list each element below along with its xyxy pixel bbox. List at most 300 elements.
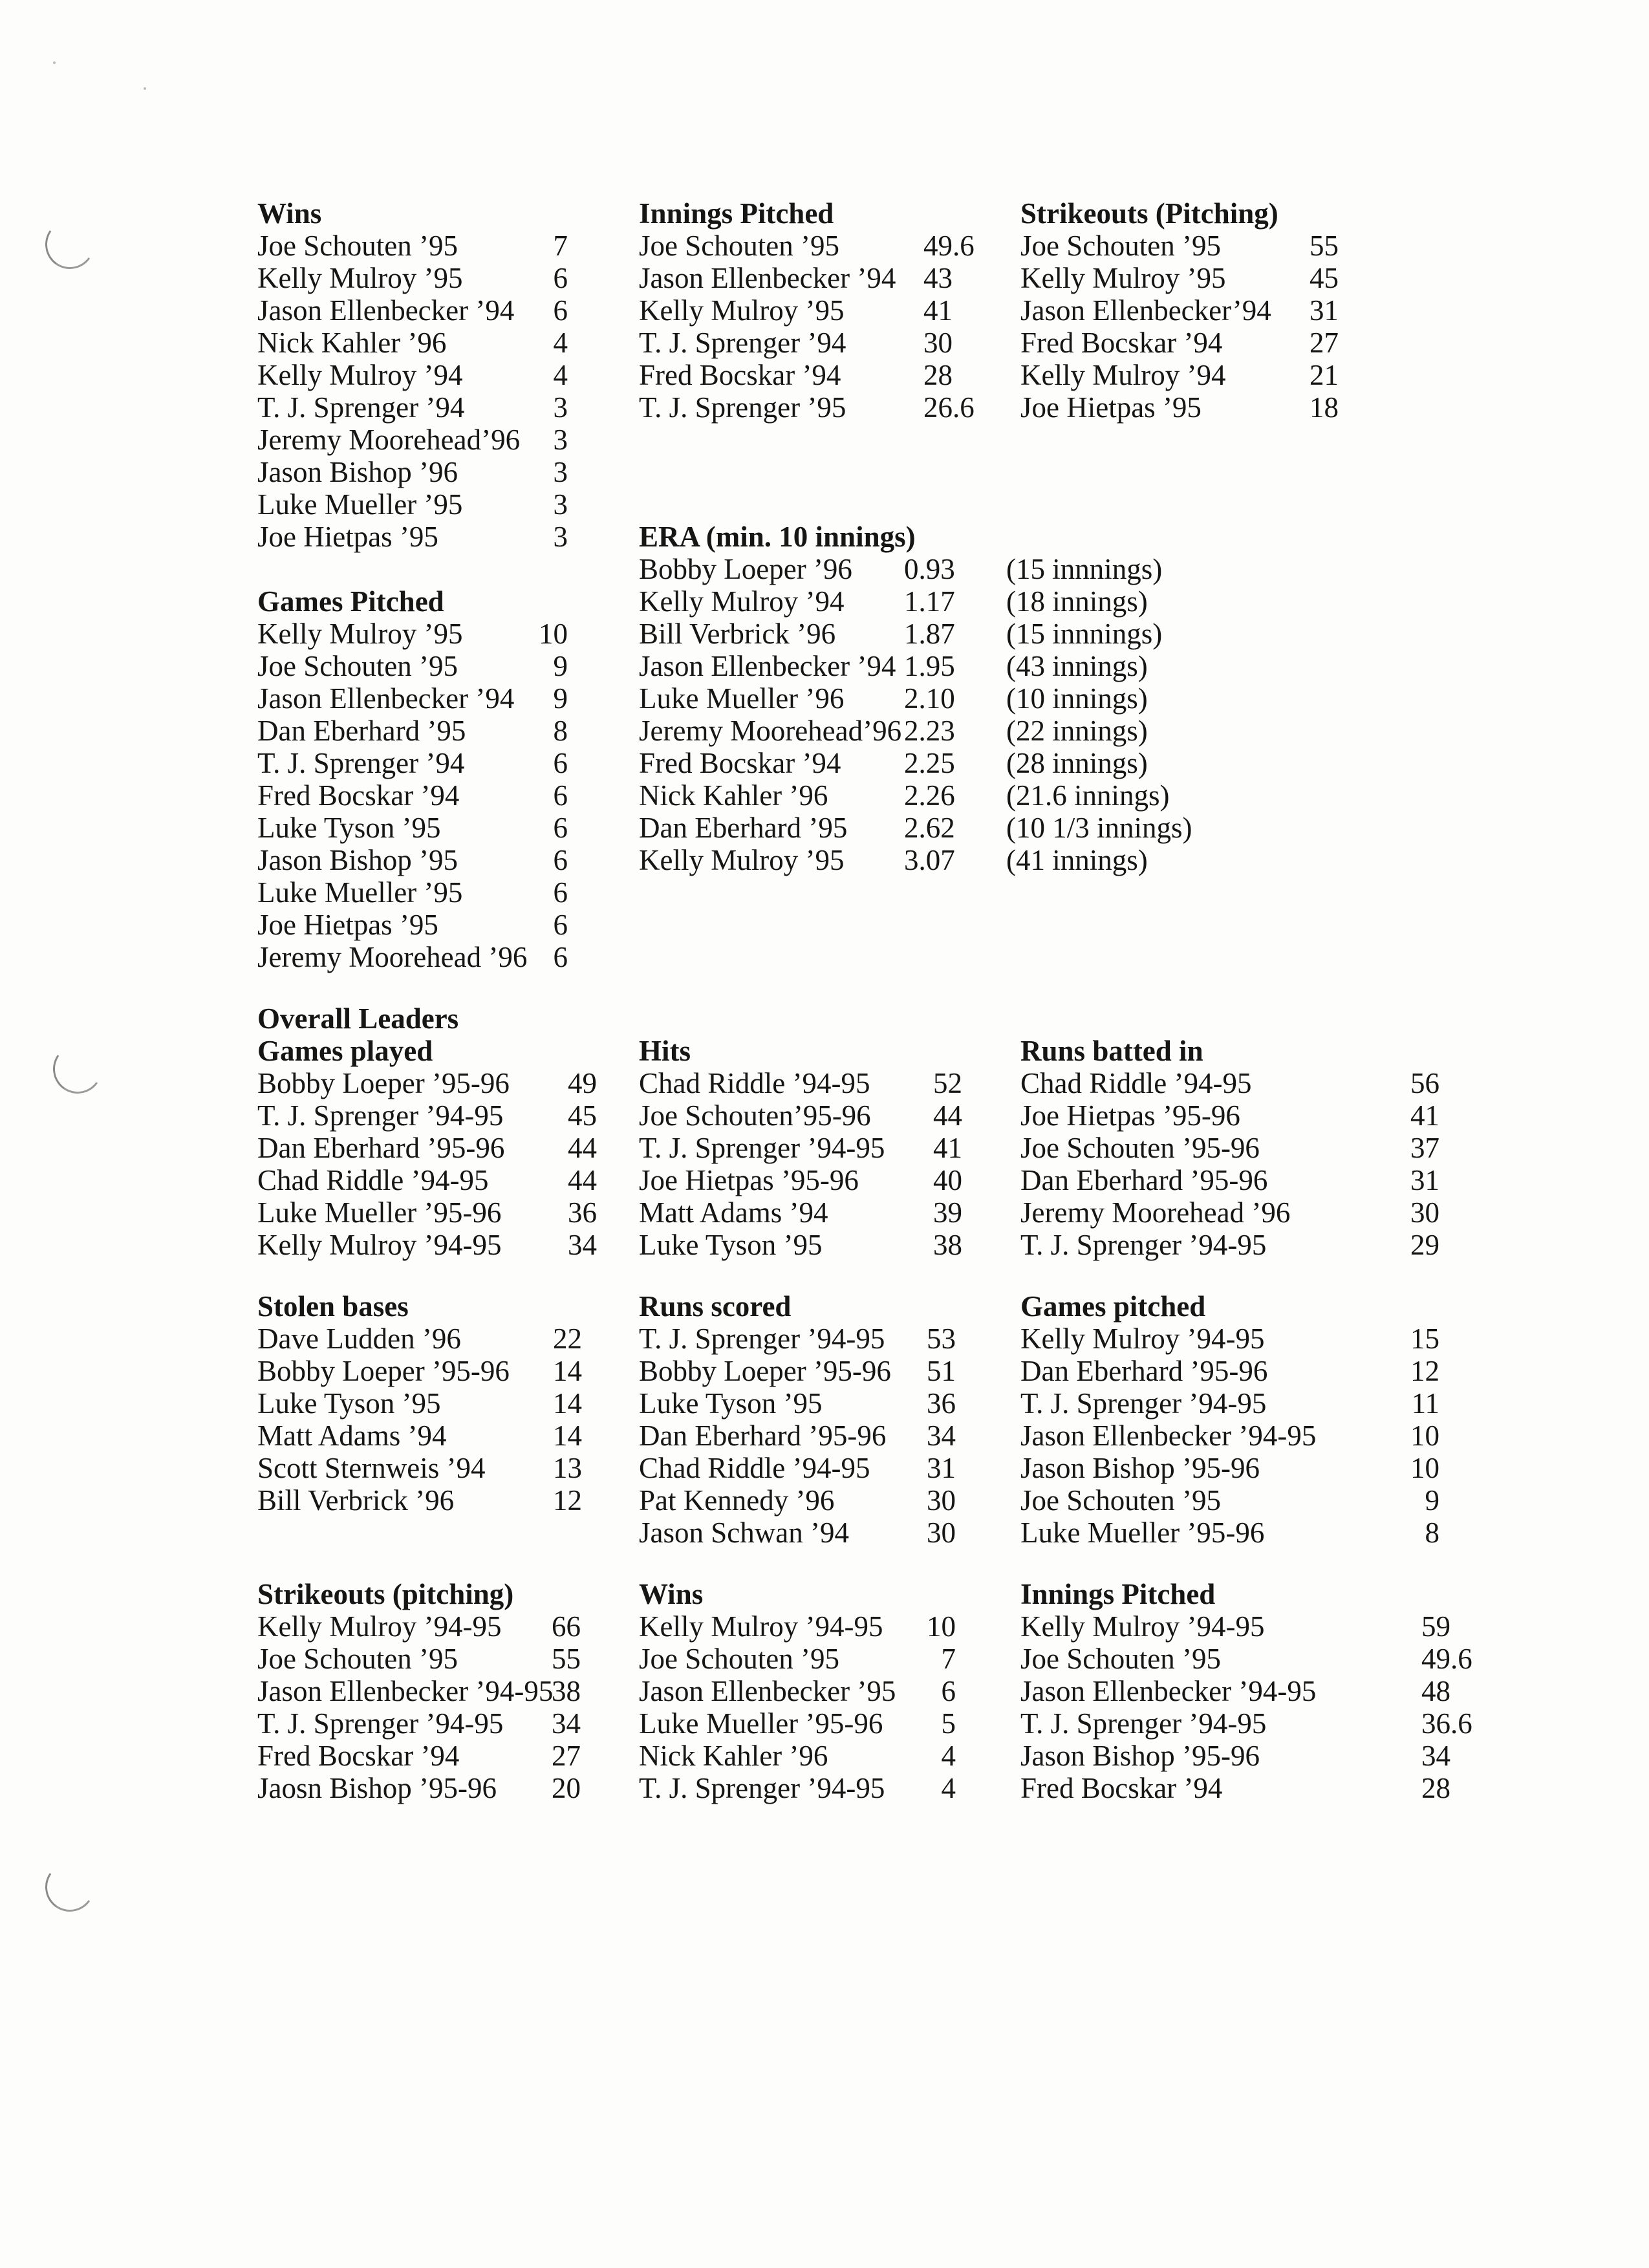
player-name: T. J. Sprenger ’94-95	[639, 1323, 885, 1355]
list-item	[639, 1420, 1001, 1452]
list-heading: Games pitched	[1020, 1290, 1206, 1323]
player-name: Luke Mueller ’95-96	[1020, 1517, 1265, 1549]
player-name: Dan Eberhard ’95	[257, 715, 466, 747]
player-name: Kelly Mulroy ’94	[1020, 359, 1226, 391]
list-item	[1020, 262, 1357, 294]
stat-value: 6	[553, 941, 568, 973]
stat-value: 36	[568, 1196, 597, 1229]
list-item	[257, 1675, 645, 1707]
player-name: Joe Schouten’95-96	[639, 1099, 871, 1132]
stat-value: 49.6	[923, 230, 975, 262]
player-name: Dan Eberhard ’95-96	[1020, 1164, 1268, 1196]
list-item	[257, 521, 620, 553]
stat-value: 48	[1421, 1675, 1450, 1707]
player-name: T. J. Sprenger ’94	[257, 391, 465, 424]
stat-value: 6	[553, 779, 568, 812]
stat-value: 4	[553, 359, 568, 391]
list-item	[257, 1323, 620, 1355]
player-name: Kelly Mulroy ’95	[639, 844, 845, 876]
list-item	[1020, 1229, 1473, 1261]
player-name: Matt Adams ’94	[639, 1196, 828, 1229]
stat-value: 56	[1410, 1067, 1439, 1099]
stat-value: 3	[553, 456, 568, 488]
player-name: Joe Hietpas ’95	[257, 521, 438, 553]
stat-value: 30	[923, 327, 953, 359]
list-item	[1020, 1099, 1473, 1132]
list-item	[1020, 1484, 1473, 1517]
list-item	[639, 682, 1221, 715]
list-item	[1020, 391, 1357, 424]
list-heading: Stolen bases	[257, 1290, 409, 1323]
overall-games-pitched-list	[1020, 1290, 1473, 1549]
list-item	[1020, 1420, 1473, 1452]
stat-value: 10	[927, 1610, 956, 1643]
list-item	[257, 230, 620, 262]
stat-value: 2.26	[904, 779, 955, 812]
stat-value: 9	[553, 650, 568, 682]
list-item	[1020, 1517, 1473, 1549]
list-item	[257, 1610, 645, 1643]
stat-value: 9	[553, 682, 568, 715]
player-name: Bobby Loeper ’95-96	[257, 1355, 510, 1387]
stat-value: 8	[553, 715, 568, 747]
stat-value: 31	[1310, 294, 1339, 327]
player-name: T. J. Sprenger ’94-95	[257, 1099, 504, 1132]
season-games-pitched-list	[257, 585, 620, 973]
list-item	[257, 1132, 620, 1164]
list-heading: Innings Pitched	[639, 197, 834, 230]
player-name: Joe Schouten ’95	[1020, 230, 1221, 262]
player-name: Kelly Mulroy ’94-95	[639, 1610, 883, 1643]
stat-value: 34	[552, 1707, 581, 1740]
overall-leaders-heading	[257, 1002, 458, 1035]
stat-value: 15	[1410, 1323, 1439, 1355]
stat-value: 41	[933, 1132, 962, 1164]
list-item	[1020, 1643, 1473, 1675]
list-item	[257, 650, 620, 682]
player-name: Kelly Mulroy ’94	[257, 359, 463, 391]
stat-value: 26.6	[923, 391, 975, 424]
player-name: T. J. Sprenger ’94	[257, 747, 465, 779]
list-item	[257, 1387, 620, 1420]
player-name: Scott Sternweis ’94	[257, 1452, 486, 1484]
player-name: Luke Mueller ’95-96	[639, 1707, 883, 1740]
stat-value: 12	[553, 1484, 582, 1517]
stat-value: 55	[1310, 230, 1339, 262]
player-name: Luke Tyson ’95	[639, 1387, 823, 1420]
player-name: Luke Mueller ’96	[639, 682, 845, 715]
list-item	[257, 1099, 620, 1132]
player-name: Luke Mueller ’95	[257, 488, 463, 521]
list-item	[257, 1067, 620, 1099]
stat-value: 10	[1410, 1420, 1439, 1452]
player-name: Jason Ellenbecker ’94-95	[1020, 1675, 1317, 1707]
list-heading: Games played	[257, 1035, 433, 1067]
stat-value: 6	[941, 1675, 956, 1707]
list-item	[257, 876, 620, 909]
list-item	[257, 1164, 620, 1196]
player-name: Fred Bocskar ’94	[257, 1740, 460, 1772]
list-item	[639, 1099, 1001, 1132]
list-item	[1020, 230, 1357, 262]
stat-value: 2.25	[904, 747, 955, 779]
list-item	[1020, 1132, 1473, 1164]
list-item	[257, 618, 620, 650]
stat-value: 55	[552, 1643, 581, 1675]
list-item	[639, 1067, 1001, 1099]
stat-value: 52	[933, 1067, 962, 1099]
stat-value: 3	[553, 521, 568, 553]
player-name: Kelly Mulroy ’95	[1020, 262, 1226, 294]
list-heading: Games Pitched	[257, 585, 444, 618]
list-item	[257, 1196, 620, 1229]
player-name: T. J. Sprenger ’94-95	[639, 1772, 885, 1804]
stat-value: 28	[1421, 1772, 1450, 1804]
list-item	[257, 779, 620, 812]
list-item	[257, 1740, 645, 1772]
list-item	[1020, 1355, 1473, 1387]
player-name: Jeremy Moorehead ’96	[1020, 1196, 1291, 1229]
player-name: T. J. Sprenger ’94-95	[257, 1707, 504, 1740]
player-name: Jason Bishop ’95-96	[1020, 1452, 1260, 1484]
stat-value: 13	[553, 1452, 582, 1484]
overall-games-played-list	[257, 1035, 620, 1261]
stat-value: 45	[568, 1099, 597, 1132]
stat-value: 34	[1421, 1740, 1450, 1772]
list-item	[639, 779, 1221, 812]
stat-value: 0.93	[904, 553, 955, 585]
player-name: Luke Tyson ’95	[639, 1229, 823, 1261]
stat-value: 14	[553, 1420, 582, 1452]
overall-stolen-bases-list	[257, 1290, 620, 1517]
overall-hits-list	[639, 1035, 1001, 1261]
list-item	[639, 715, 1221, 747]
stat-value: 3	[553, 488, 568, 521]
player-name: Joe Hietpas ’95	[257, 909, 438, 941]
list-item	[257, 424, 620, 456]
player-name: Jason Bishop ’96	[257, 456, 458, 488]
player-name: Kelly Mulroy ’95	[639, 294, 845, 327]
stat-value: 34	[927, 1420, 956, 1452]
list-item	[257, 1452, 620, 1484]
list-item	[257, 1484, 620, 1517]
stat-value: 31	[1410, 1164, 1439, 1196]
player-name: Kelly Mulroy ’94-95	[257, 1610, 502, 1643]
list-item	[639, 391, 1014, 424]
stat-value: 38	[933, 1229, 962, 1261]
list-item	[257, 1420, 620, 1452]
player-name: Joe Schouten ’95	[1020, 1643, 1221, 1675]
list-item	[257, 1355, 620, 1387]
list-heading: ERA (min. 10 innings)	[639, 521, 916, 553]
list-item	[639, 230, 1014, 262]
stat-value: 3	[553, 391, 568, 424]
player-name: Jason Bishop ’95	[257, 844, 458, 876]
stat-value: 40	[933, 1164, 962, 1196]
player-name: Fred Bocskar ’94	[257, 779, 460, 812]
stat-value: 44	[933, 1099, 962, 1132]
list-item	[1020, 1740, 1473, 1772]
player-name: Kelly Mulroy ’95	[257, 262, 463, 294]
player-name: Bobby Loeper ’95-96	[257, 1067, 510, 1099]
list-item	[639, 650, 1221, 682]
list-item	[1020, 1675, 1473, 1707]
list-item	[1020, 1387, 1473, 1420]
player-name: Jeremy Moorehead’96	[639, 715, 902, 747]
stat-value: 44	[568, 1164, 597, 1196]
player-name: Joe Schouten ’95	[257, 650, 458, 682]
player-name: Jason Ellenbecker ’94	[257, 294, 515, 327]
stat-value: 38	[552, 1675, 581, 1707]
list-item	[257, 359, 620, 391]
list-item	[257, 1643, 645, 1675]
player-name: T. J. Sprenger ’94-95	[1020, 1229, 1267, 1261]
stat-value: 10	[539, 618, 568, 650]
player-name: Joe Hietpas ’95-96	[1020, 1099, 1240, 1132]
innings-note: (10 1/3 innings)	[1006, 812, 1192, 844]
list-item	[639, 1517, 1001, 1549]
stat-value: 53	[927, 1323, 956, 1355]
list-item	[639, 1323, 1001, 1355]
player-name: Jason Schwan ’94	[639, 1517, 849, 1549]
list-item	[1020, 1772, 1473, 1804]
stat-value: 2.10	[904, 682, 955, 715]
player-name: Jason Ellenbecker ’94	[639, 650, 896, 682]
list-item	[257, 747, 620, 779]
player-name: Chad Riddle ’94-95	[639, 1452, 870, 1484]
player-name: Pat Kennedy ’96	[639, 1484, 835, 1517]
player-name: Kelly Mulroy ’94	[639, 585, 845, 618]
stat-value: 39	[933, 1196, 962, 1229]
stat-value: 3.07	[904, 844, 955, 876]
list-item	[639, 1164, 1001, 1196]
player-name: Kelly Mulroy ’94-95	[1020, 1610, 1265, 1643]
list-item	[257, 682, 620, 715]
player-name: Jason Ellenbecker ’94-95	[257, 1675, 554, 1707]
stat-value: 29	[1410, 1229, 1439, 1261]
stat-value: 12	[1410, 1355, 1439, 1387]
list-item	[639, 844, 1221, 876]
player-name: Jeremy Moorehead’96	[257, 424, 521, 456]
stat-value: 6	[553, 909, 568, 941]
player-name: T. J. Sprenger ’94-95	[639, 1132, 885, 1164]
stat-value: 49	[568, 1067, 597, 1099]
list-item	[639, 294, 1014, 327]
player-name: Bill Verbrick ’96	[639, 618, 836, 650]
stat-value: 45	[1310, 262, 1339, 294]
list-item	[257, 294, 620, 327]
innings-note: (10 innings)	[1006, 682, 1148, 715]
stat-value: 30	[1410, 1196, 1439, 1229]
player-name: Jaosn Bishop ’95-96	[257, 1772, 497, 1804]
list-item	[257, 262, 620, 294]
innings-note: (22 innings)	[1006, 715, 1148, 747]
list-heading: Wins	[257, 197, 322, 230]
stat-value: 7	[941, 1643, 956, 1675]
stat-value: 5	[941, 1707, 956, 1740]
innings-note: (15 innnings)	[1006, 618, 1163, 650]
overall-innings-pitched-list	[1020, 1578, 1473, 1804]
stat-value: 4	[553, 327, 568, 359]
stat-value: 41	[923, 294, 953, 327]
list-item	[257, 1707, 645, 1740]
binder-hole-bottom	[41, 1859, 98, 1916]
stat-value: 20	[552, 1772, 581, 1804]
player-name: Kelly Mulroy ’94-95	[1020, 1323, 1265, 1355]
stat-value: 1.87	[904, 618, 955, 650]
stat-value: 21	[1310, 359, 1339, 391]
player-name: Chad Riddle ’94-95	[1020, 1067, 1252, 1099]
list-item	[639, 1643, 1001, 1675]
list-item	[257, 812, 620, 844]
player-name: Dave Ludden ’96	[257, 1323, 461, 1355]
stat-value: 37	[1410, 1132, 1439, 1164]
stat-value: 8	[1425, 1517, 1439, 1549]
player-name: Joe Schouten ’95	[639, 1643, 839, 1675]
list-item	[257, 488, 620, 521]
list-item	[1020, 1323, 1473, 1355]
season-strikeouts-list	[1020, 197, 1357, 424]
list-heading: Runs scored	[639, 1290, 792, 1323]
player-name: Dan Eberhard ’95-96	[257, 1132, 505, 1164]
list-item	[257, 1229, 620, 1261]
stat-value: 6	[553, 876, 568, 909]
stat-value: 36	[927, 1387, 956, 1420]
player-name: Kelly Mulroy ’95	[257, 618, 463, 650]
player-name: Joe Schouten ’95	[639, 230, 839, 262]
stat-value: 43	[923, 262, 953, 294]
player-name: Luke Mueller ’95	[257, 876, 463, 909]
binder-hole-middle	[49, 1041, 106, 1097]
stat-value: 36.6	[1421, 1707, 1472, 1740]
stat-value: 51	[927, 1355, 956, 1387]
player-name: Bobby Loeper ’96	[639, 553, 852, 585]
list-item	[639, 585, 1221, 618]
player-name: Joe Schouten ’95-96	[1020, 1132, 1260, 1164]
list-item	[639, 1740, 1001, 1772]
stat-value: 9	[1425, 1484, 1439, 1517]
player-name: Jason Bishop ’95-96	[1020, 1740, 1260, 1772]
stat-value: 10	[1410, 1452, 1439, 1484]
player-name: Fred Bocskar ’94	[1020, 1772, 1223, 1804]
player-name: Kelly Mulroy ’94-95	[257, 1229, 502, 1261]
list-item	[639, 327, 1014, 359]
season-wins-list	[257, 197, 620, 553]
innings-note: (43 innings)	[1006, 650, 1148, 682]
stat-value: 4	[941, 1772, 956, 1804]
player-name: T. J. Sprenger ’94-95	[1020, 1707, 1267, 1740]
scan-speck	[144, 87, 146, 90]
list-item	[1020, 1067, 1473, 1099]
list-item	[639, 747, 1221, 779]
player-name: Dan Eberhard ’95	[639, 812, 848, 844]
stat-value: 14	[553, 1355, 582, 1387]
player-name: Jason Ellenbecker ’94	[257, 682, 515, 715]
list-item	[1020, 1707, 1473, 1740]
player-name: Joe Hietpas ’95	[1020, 391, 1202, 424]
binder-hole-top	[41, 216, 98, 273]
stat-value: 6	[553, 262, 568, 294]
list-item	[639, 1484, 1001, 1517]
stat-value: 66	[552, 1610, 581, 1643]
overall-wins-list	[639, 1578, 1001, 1804]
list-item	[1020, 1164, 1473, 1196]
list-item	[1020, 294, 1357, 327]
player-name: Joe Hietpas ’95-96	[639, 1164, 859, 1196]
list-item	[639, 1229, 1001, 1261]
stat-value: 30	[927, 1517, 956, 1549]
innings-note: (21.6 innings)	[1006, 779, 1170, 812]
player-name: Jason Ellenbecker ’94	[639, 262, 896, 294]
player-name: Matt Adams ’94	[257, 1420, 447, 1452]
stat-value: 1.95	[904, 650, 955, 682]
list-item	[639, 1772, 1001, 1804]
list-item	[639, 1132, 1001, 1164]
list-item	[1020, 1196, 1473, 1229]
list-heading: Innings Pitched	[1020, 1578, 1216, 1610]
innings-note: (41 innings)	[1006, 844, 1148, 876]
stat-value: 11	[1411, 1387, 1439, 1420]
player-name: Luke Mueller ’95-96	[257, 1196, 502, 1229]
list-item	[639, 1387, 1001, 1420]
list-item	[1020, 359, 1357, 391]
list-item	[257, 844, 620, 876]
list-item	[1020, 327, 1357, 359]
list-item	[257, 909, 620, 941]
innings-note: (28 innings)	[1006, 747, 1148, 779]
list-item	[639, 1610, 1001, 1643]
player-name: Chad Riddle ’94-95	[639, 1067, 870, 1099]
stat-value: 27	[1310, 327, 1339, 359]
list-item	[639, 553, 1221, 585]
list-item	[257, 456, 620, 488]
stat-value: 4	[941, 1740, 956, 1772]
season-innings-pitched-list	[639, 197, 1014, 424]
player-name: Fred Bocskar ’94	[639, 359, 841, 391]
player-name: Jason Ellenbecker ’95	[639, 1675, 896, 1707]
list-item	[639, 1707, 1001, 1740]
player-name: Luke Tyson ’95	[257, 1387, 441, 1420]
stat-value: 30	[927, 1484, 956, 1517]
list-item	[257, 941, 620, 973]
list-item	[639, 812, 1221, 844]
overall-strikeouts-list	[257, 1578, 645, 1804]
player-name: Nick Kahler ’96	[639, 1740, 828, 1772]
list-item	[639, 1452, 1001, 1484]
season-era-list	[639, 521, 1221, 876]
list-item	[257, 715, 620, 747]
stat-value: 14	[553, 1387, 582, 1420]
overall-runs-scored-list	[639, 1290, 1001, 1549]
player-name: Joe Schouten ’95	[1020, 1484, 1221, 1517]
player-name: T. J. Sprenger ’95	[639, 391, 846, 424]
player-name: Joe Schouten ’95	[257, 230, 458, 262]
player-name: Dan Eberhard ’95-96	[639, 1420, 887, 1452]
stat-value: 31	[927, 1452, 956, 1484]
stat-value: 1.17	[904, 585, 955, 618]
list-heading: Strikeouts (pitching)	[257, 1578, 514, 1610]
scan-speck	[53, 61, 56, 64]
player-name: Dan Eberhard ’95-96	[1020, 1355, 1268, 1387]
player-name: Nick Kahler ’96	[257, 327, 447, 359]
player-name: Jason Ellenbecker’94	[1020, 294, 1271, 327]
player-name: Luke Tyson ’95	[257, 812, 441, 844]
stat-value: 41	[1410, 1099, 1439, 1132]
list-heading: Strikeouts (Pitching)	[1020, 197, 1278, 230]
list-item	[639, 262, 1014, 294]
stat-value: 6	[553, 812, 568, 844]
list-heading: Wins	[639, 1578, 704, 1610]
